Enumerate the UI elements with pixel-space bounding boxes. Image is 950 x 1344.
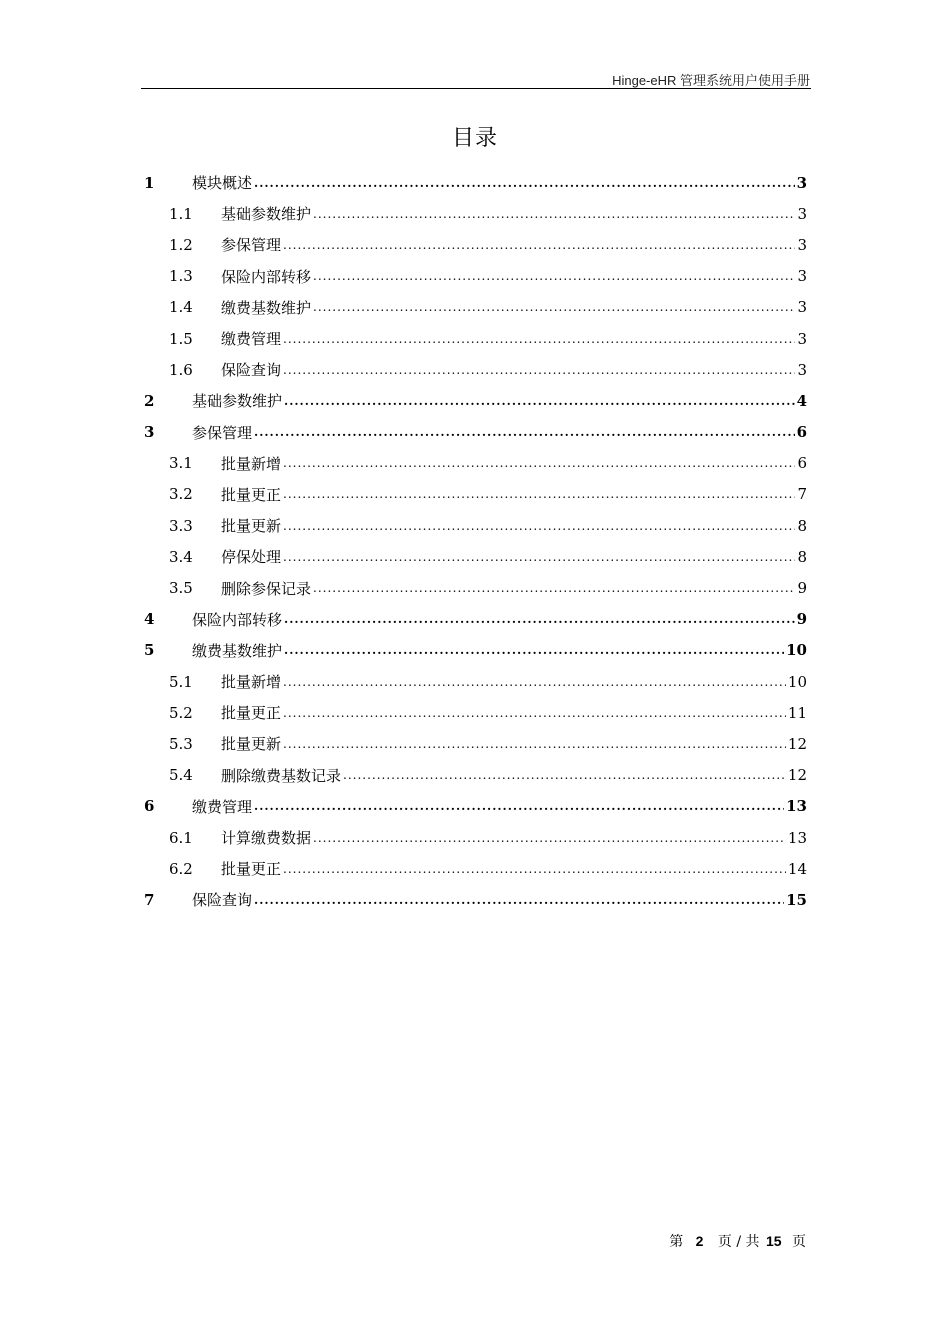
toc-entry[interactable] — [141, 229, 807, 260]
toc-dot-leader — [283, 487, 795, 501]
toc-entry[interactable] — [141, 822, 807, 853]
toc-entry-page: 9 — [796, 610, 807, 629]
toc-entry-number: 1.3 — [169, 267, 193, 286]
toc-entry-number: 4 — [144, 610, 155, 629]
toc-entry-label: 缴费基数维护 — [192, 641, 283, 660]
footer-middle: 页 / 共 — [717, 1234, 760, 1250]
toc-dot-leader — [283, 519, 795, 533]
toc-entry-page: 11 — [787, 703, 807, 722]
toc-entry-page: 12 — [787, 734, 807, 753]
toc-entry-page: 9 — [797, 579, 807, 598]
toc-dot-leader — [283, 332, 795, 346]
toc-entry-number: 3 — [144, 423, 155, 442]
toc-entry[interactable] — [141, 541, 807, 572]
footer-prefix: 第 — [669, 1234, 684, 1250]
toc-dot-leader — [283, 238, 795, 252]
toc-entry-number: 6 — [144, 797, 155, 816]
toc-entry-page: 7 — [797, 485, 807, 504]
toc-entry-page: 3 — [797, 235, 807, 254]
toc-entry-number: 5.1 — [169, 672, 193, 691]
toc-dot-leader — [284, 643, 784, 657]
toc-entry[interactable] — [141, 791, 807, 822]
toc-entry-label: 批量更新 — [221, 517, 282, 536]
toc-entry[interactable] — [141, 354, 807, 385]
toc-entry[interactable] — [141, 385, 807, 416]
toc-entry-label: 模块概述 — [192, 174, 253, 193]
toc-dot-leader — [313, 300, 795, 314]
toc-entry[interactable] — [141, 604, 807, 635]
footer-suffix: 页 — [792, 1234, 806, 1250]
toc-entry-label: 删除缴费基数记录 — [221, 766, 342, 785]
toc-entry-label: 参保管理 — [221, 236, 282, 255]
toc-entry-label: 缴费管理 — [221, 330, 282, 349]
toc-entry-number: 5 — [144, 641, 155, 660]
toc-entry-page: 10 — [787, 672, 807, 691]
toc-entry-page: 3 — [797, 204, 807, 223]
toc-entry[interactable] — [141, 635, 807, 666]
toc-dot-leader — [254, 425, 795, 439]
toc-entry-number: 3.3 — [169, 516, 193, 535]
toc-entry-number: 3.1 — [169, 454, 193, 473]
toc-entry-page: 3 — [797, 298, 807, 317]
toc-entry-number: 5.2 — [169, 703, 193, 722]
table-of-contents — [141, 167, 807, 916]
toc-entry-label: 批量更新 — [221, 735, 282, 754]
page-footer — [669, 1231, 806, 1251]
toc-entry-label: 保险内部转移 — [192, 610, 283, 629]
toc-entry-label: 批量更正 — [221, 704, 282, 723]
toc-dot-leader — [254, 176, 795, 190]
toc-entry-page: 13 — [787, 828, 807, 847]
toc-entry[interactable] — [141, 510, 807, 541]
toc-entry-page: 6 — [797, 454, 807, 473]
toc-entry-label: 停保处理 — [221, 548, 282, 567]
toc-dot-leader — [283, 675, 786, 689]
toc-entry-number: 5.3 — [169, 734, 193, 753]
toc-dot-leader — [313, 581, 795, 595]
toc-entry-number: 7 — [144, 890, 155, 909]
toc-entry-label: 缴费管理 — [192, 797, 253, 816]
header-rule — [141, 88, 811, 89]
toc-entry[interactable] — [141, 198, 807, 229]
toc-entry-page: 13 — [786, 797, 807, 816]
toc-dot-leader — [254, 799, 784, 813]
toc-entry[interactable] — [141, 884, 807, 915]
toc-entry-number: 5.4 — [169, 766, 193, 785]
toc-dot-leader — [283, 550, 795, 564]
toc-entry-number: 6.1 — [169, 828, 193, 847]
toc-dot-leader — [283, 737, 786, 751]
footer-total-pages: 15 — [765, 1233, 782, 1249]
toc-entry-label: 基础参数维护 — [221, 205, 312, 224]
toc-dot-leader — [313, 207, 795, 221]
toc-entry-page: 8 — [797, 516, 807, 535]
toc-entry-number: 3.2 — [169, 485, 193, 504]
toc-entry-page: 12 — [787, 766, 807, 785]
toc-dot-leader — [343, 768, 786, 782]
toc-entry-number: 3.5 — [169, 579, 193, 598]
toc-dot-leader — [283, 456, 795, 470]
toc-dot-leader — [254, 893, 784, 907]
page-title: 目录 — [451, 126, 498, 151]
toc-dot-leader — [284, 612, 795, 626]
toc-entry-page: 14 — [787, 859, 807, 878]
toc-entry-number: 1.4 — [169, 298, 193, 317]
toc-entry-page: 3 — [797, 360, 807, 379]
toc-entry[interactable] — [141, 261, 807, 292]
toc-entry[interactable] — [141, 479, 807, 510]
toc-entry-page: 3 — [797, 267, 807, 286]
header-title: Hinge-eHR 管理系统用户使用手册 — [612, 73, 810, 88]
toc-dot-leader — [313, 269, 795, 283]
toc-entry[interactable] — [141, 728, 807, 759]
toc-entry-number: 1 — [144, 173, 155, 192]
toc-entry-label: 批量更正 — [221, 485, 282, 504]
toc-entry-label: 参保管理 — [192, 423, 253, 442]
footer-current-page: 2 — [695, 1233, 704, 1249]
toc-entry[interactable] — [141, 666, 807, 697]
toc-entry-page: 8 — [797, 547, 807, 566]
toc-entry-number: 3.4 — [169, 547, 193, 566]
toc-entry-number: 1.6 — [169, 360, 193, 379]
toc-entry-page: 6 — [796, 423, 807, 442]
toc-dot-leader — [283, 706, 786, 720]
toc-entry[interactable] — [141, 167, 807, 198]
toc-entry[interactable] — [141, 760, 807, 791]
toc-entry[interactable] — [141, 323, 807, 354]
toc-entry-number: 1.2 — [169, 235, 193, 254]
toc-dot-leader — [283, 862, 786, 876]
toc-entry-page: 10 — [786, 641, 807, 660]
toc-dot-leader — [283, 363, 795, 377]
toc-entry-label: 缴费基数维护 — [221, 298, 312, 317]
toc-dot-leader — [313, 831, 786, 845]
toc-entry-page: 4 — [796, 391, 807, 410]
toc-entry[interactable] — [141, 697, 807, 728]
toc-dot-leader — [284, 394, 795, 408]
toc-entry-number: 1.1 — [169, 204, 193, 223]
toc-entry-label: 批量新增 — [221, 454, 282, 473]
toc-entry-page: 15 — [786, 890, 807, 909]
toc-entry-label: 删除参保记录 — [221, 579, 312, 598]
toc-entry-number: 6.2 — [169, 859, 193, 878]
toc-entry[interactable] — [141, 448, 807, 479]
toc-entry-label: 基础参数维护 — [192, 392, 283, 411]
toc-entry-label: 批量新增 — [221, 673, 282, 692]
toc-entry-page: 3 — [796, 173, 807, 192]
toc-entry[interactable] — [141, 572, 807, 603]
toc-entry-label: 保险内部转移 — [221, 267, 312, 286]
toc-entry[interactable] — [141, 853, 807, 884]
toc-entry-label: 保险查询 — [221, 361, 282, 380]
toc-entry-number: 1.5 — [169, 329, 193, 348]
toc-entry-label: 保险查询 — [192, 891, 253, 910]
toc-entry-page: 3 — [797, 329, 807, 348]
toc-entry-label: 计算缴费数据 — [221, 829, 312, 848]
toc-entry[interactable] — [141, 292, 807, 323]
toc-entry-label: 批量更正 — [221, 860, 282, 879]
toc-entry-number: 2 — [144, 391, 155, 410]
toc-entry[interactable] — [141, 417, 807, 448]
